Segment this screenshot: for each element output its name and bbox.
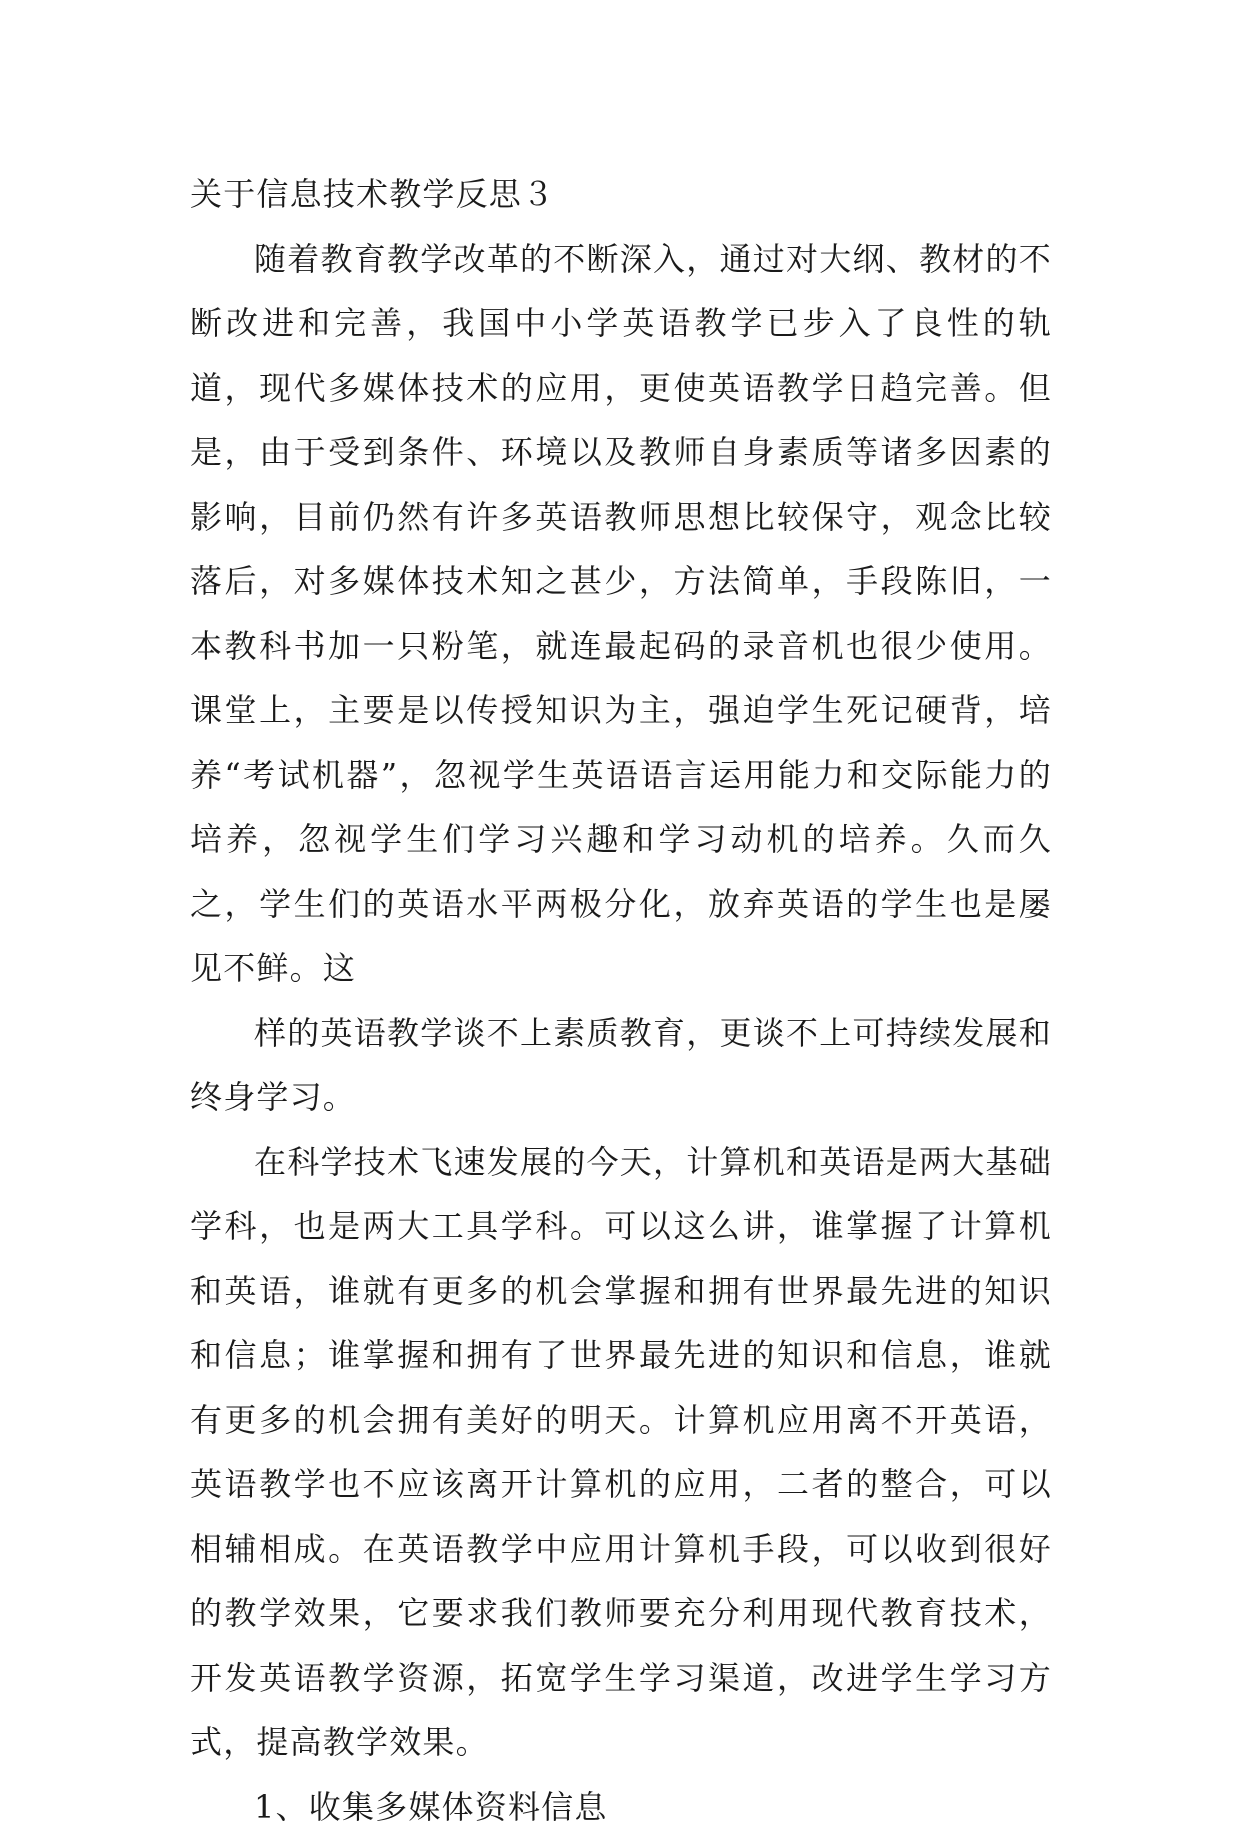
paragraph-continuation: 样的英语教学谈不上素质教育，更谈不上可持续发展和终身学习。: [190, 1001, 1052, 1130]
document-body: [190, 162, 1052, 1839]
paragraph-intro: 随着教育教学改革的不断深入，通过对大纲、教材的不断改进和完善，我国中小学英语教学已步入了良性的轨道，现代多媒体技术的应用，更使英语教学日趋完善。但是，由于受到条件、环境以及教师自身素质等诸多因素的影响，目前仍然有许多英语教师思想比较保守，观念比较落后，对多媒体技术知之甚少，方法简单，手段陈旧，一本教科书加一只粉笔，就连最起码的录音机也很少使用。课堂上，主要是以传授知识为主，强迫学生死记硬背，培养“考试机器”，忽视学生英语语言运用能力和交际能力的培养，忽视学生们学习兴趣和学习动机的培养。久而久之，学生们的英语水平两极分化，放弃英语的学生也是屡见不鲜。这: [190, 227, 1052, 1001]
paragraph-computer-english: 在科学技术飞速发展的今天，计算机和英语是两大基础学科，也是两大工具学科。可以这么讲，谁掌握了计算机和英语，谁就有更多的机会掌握和拥有世界最先进的知识和信息；谁掌握和拥有了世界最先进的知识和信息，谁就有更多的机会拥有美好的明天。计算机应用离不开英语，英语教学也不应该离开计算机的应用，二者的整合，可以相辅相成。在英语教学中应用计算机手段，可以收到很好的教学效果，它要求我们教师要充分利用现代教育技术，开发英语教学资源，拓宽学生学习渠道，改进学生学习方式，提高教学效果。: [190, 1130, 1052, 1775]
document-title: 关于信息技术教学反思３: [190, 162, 1052, 227]
section-heading-1: 1、收集多媒体资料信息: [190, 1775, 1052, 1839]
